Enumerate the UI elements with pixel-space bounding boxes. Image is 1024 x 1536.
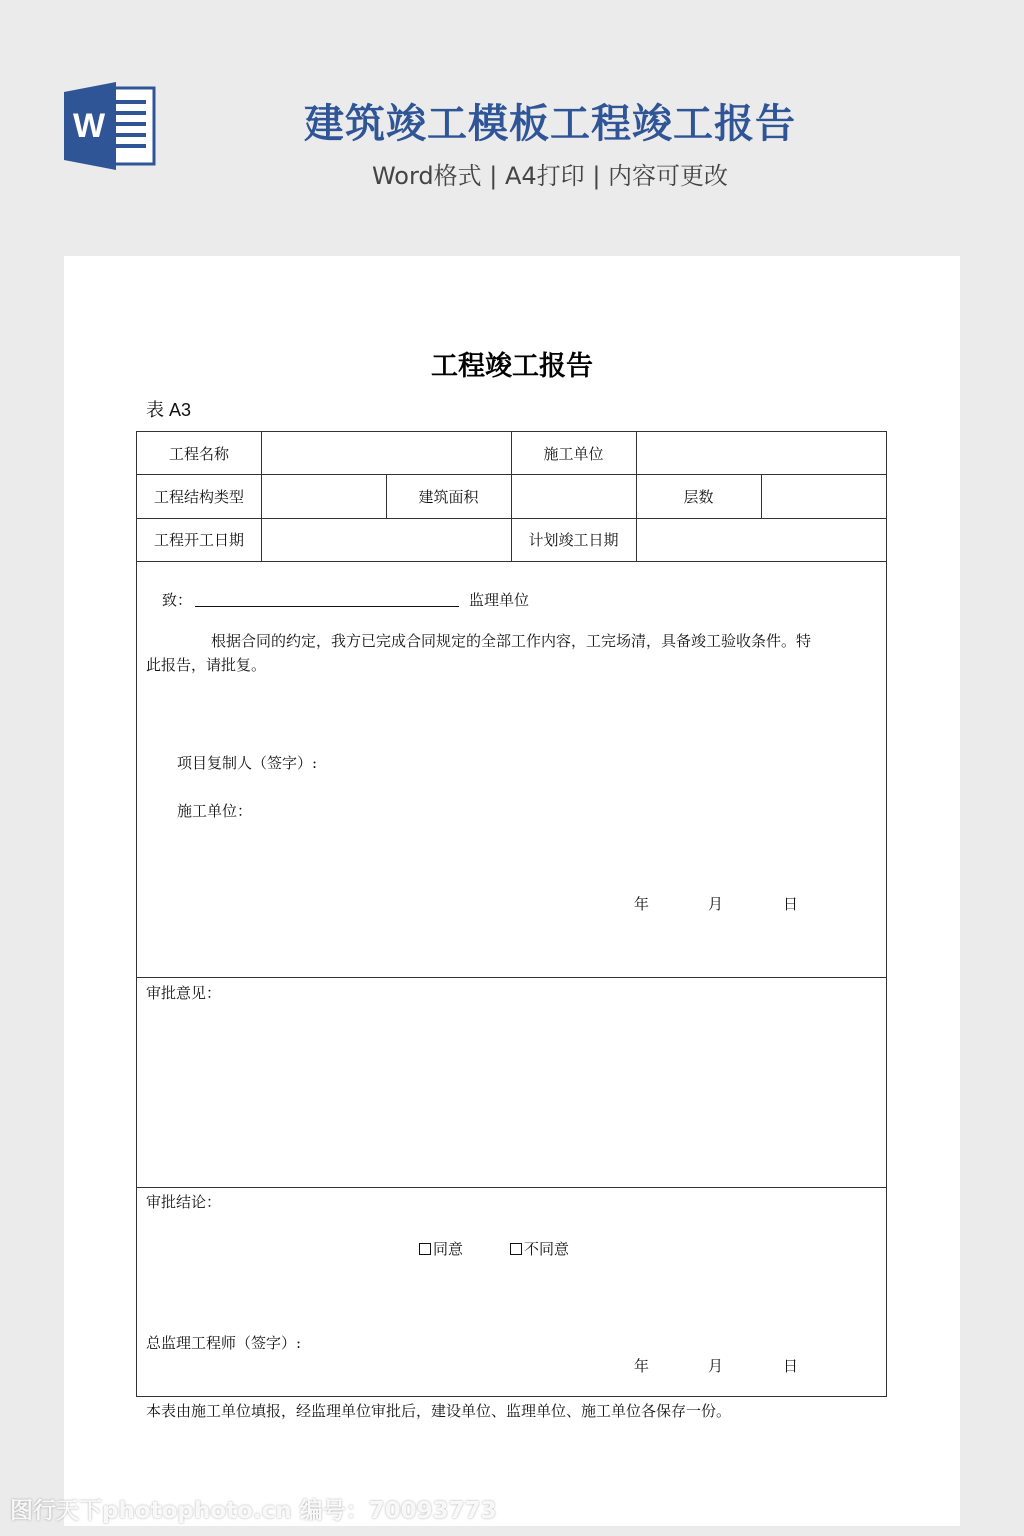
- conclusion-month-label: 月: [708, 1357, 724, 1375]
- supervisor-unit-label: 监理单位: [469, 591, 530, 609]
- structure-type-field[interactable]: [262, 474, 386, 518]
- report-body-line2: 此报告，请批复。: [146, 656, 267, 674]
- agree-checkbox[interactable]: [419, 1243, 431, 1255]
- word-document-icon: [64, 82, 156, 170]
- project-manager-signature-label: 项目复制人（签字）:: [177, 754, 318, 772]
- building-area-field[interactable]: [512, 474, 636, 518]
- disagree-option[interactable]: [510, 1238, 569, 1259]
- banner-title: 建筑竣工模板工程竣工报告: [304, 101, 796, 147]
- approval-conclusion-label: 审批结论：: [146, 1193, 222, 1211]
- start-date-field[interactable]: [262, 518, 511, 561]
- report-year-label: 年: [634, 895, 650, 913]
- completion-report-form: [136, 431, 887, 1397]
- contractor-field[interactable]: [637, 432, 887, 474]
- document-page: [64, 256, 960, 1526]
- contractor-label: 施工单位: [543, 444, 604, 463]
- report-body-line1: 根据合同的约定，我方已完成合同规定的全部工作内容，工完场清，具备竣工验收条件。特: [211, 632, 812, 650]
- approval-opinion-label: 审批意见：: [146, 984, 222, 1002]
- watermark: 图行天下photophoto.cn 编号：70093773: [10, 1498, 497, 1524]
- supervisor-name-blank[interactable]: [195, 606, 459, 607]
- banner-header: [0, 0, 1024, 256]
- to-label: 致：: [162, 591, 193, 609]
- project-name-label: 工程名称: [168, 444, 229, 463]
- planned-completion-field[interactable]: [637, 518, 887, 561]
- report-month-label: 月: [708, 895, 724, 913]
- disagree-checkbox[interactable]: [510, 1243, 522, 1255]
- floors-field[interactable]: [762, 474, 887, 518]
- chief-engineer-signature-label: 总监理工程师（签字）:: [146, 1334, 302, 1352]
- report-day-label: 日: [783, 895, 799, 913]
- document-title: 工程竣工报告: [431, 351, 593, 382]
- floors-label: 层数: [683, 487, 714, 506]
- building-area-label: 建筑面积: [418, 487, 479, 506]
- banner-subtitle: Word格式 | A4打印 | 内容可更改: [371, 162, 729, 190]
- conclusion-day-label: 日: [783, 1357, 799, 1375]
- agree-label: 同意: [433, 1240, 464, 1258]
- disagree-label: 不同意: [524, 1240, 570, 1258]
- form-footnote: 本表由施工单位填报，经监理单位审批后，建设单位、监理单位、施工单位各保存一份。: [146, 1402, 732, 1420]
- project-name-field[interactable]: [262, 432, 511, 474]
- word-icon-letter: W: [72, 107, 106, 145]
- structure-type-label: 工程结构类型: [153, 487, 244, 506]
- table-label: 表 A3: [146, 400, 192, 420]
- start-date-label: 工程开工日期: [153, 531, 244, 549]
- planned-completion-label: 计划竣工日期: [528, 531, 619, 549]
- agree-option[interactable]: [419, 1238, 463, 1259]
- conclusion-year-label: 年: [634, 1357, 650, 1375]
- contractor-unit-signature-label: 施工单位：: [177, 802, 253, 820]
